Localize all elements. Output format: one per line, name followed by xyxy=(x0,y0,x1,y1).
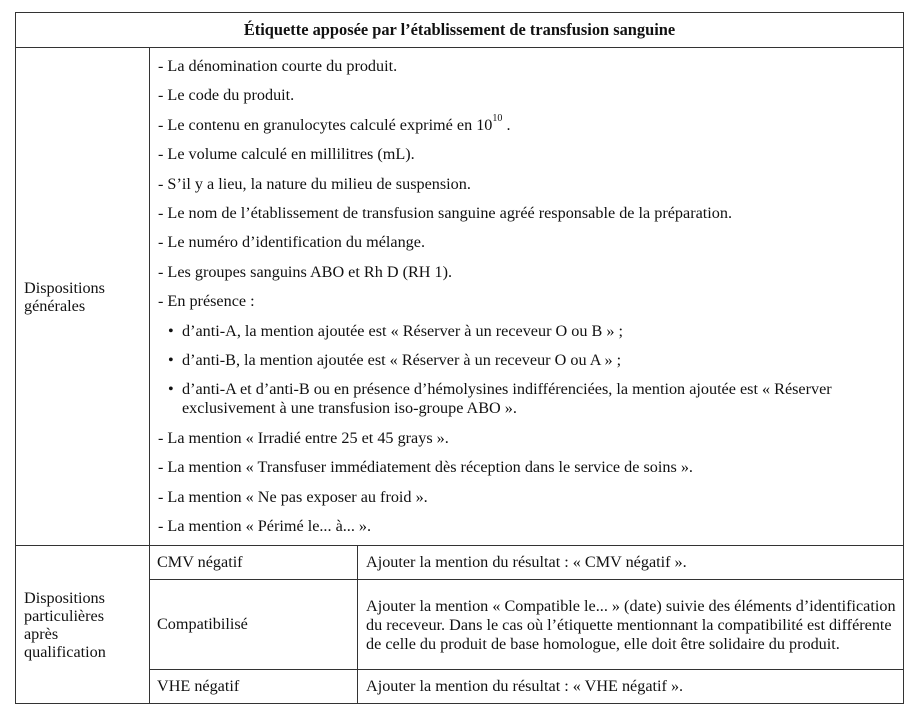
list-item: - Le numéro d’identification du mélange. xyxy=(158,233,425,252)
bullet-item: • d’anti-B, la mention ajoutée est « Réserver à un receveur O ou A » ; xyxy=(168,350,622,369)
list-item-granulocytes: - Le contenu en granulocytes calculé exprimé en $10^{10}$ . xyxy=(158,113,511,134)
bullet-icon: • xyxy=(168,380,174,399)
particular-label-line1: Dispositions xyxy=(24,588,105,607)
list-item: - La mention « Ne pas exposer au froid ». xyxy=(158,487,428,506)
list-item: - Le code du produit. xyxy=(158,86,295,105)
list-item: - S’il y a lieu, la nature du milieu de suspension. xyxy=(158,174,471,193)
bullet-icon: • xyxy=(168,350,174,369)
general-label-line2: générales xyxy=(24,296,86,315)
bullet-item: • d’anti-A et d’anti-B ou en présence d’hémolysines indifférenciées, la mention ajoutée est « Réserver exclusivement à une transfusion iso-groupe ABO ». xyxy=(168,380,832,418)
particular-label-line3: après xyxy=(24,624,59,643)
list-item: - Les groupes sanguins ABO et Rh D (RH 1). xyxy=(158,262,453,281)
list-item: - En présence : xyxy=(158,292,255,311)
list-item: - La mention « Périmé le... à... ». xyxy=(158,516,372,535)
qualification-text: Ajouter la mention du résultat : « VHE négatif ». xyxy=(358,670,904,704)
particular-label-line4: qualification xyxy=(24,642,106,661)
table-title: Étiquette apposée par l’établissement de transfusion sanguine xyxy=(16,13,904,48)
bullet-icon: • xyxy=(168,321,174,340)
qualification-text: Ajouter la mention « Compatible le... » (date) suivie des éléments d’identification du receveur. Dans le cas où l’étiquette mentionnant la compatibilité est différente de celle du produit de base homologue, elle doit être solidaire du produit. xyxy=(358,580,904,670)
qualification-name: Compatibilisé xyxy=(150,580,358,670)
qualification-name: VHE négatif xyxy=(150,670,358,704)
label-table xyxy=(15,12,904,704)
general-label-cell xyxy=(16,48,150,546)
general-items-cell xyxy=(150,48,904,546)
particular-label-line2: particulières xyxy=(24,606,104,625)
list-item: - Le nom de l’établissement de transfusion sanguine agréé responsable de la préparation. xyxy=(158,204,733,223)
bullet-item: • d’anti-A, la mention ajoutée est « Réserver à un receveur O ou B » ; xyxy=(168,321,623,340)
qualification-text: Ajouter la mention du résultat : « CMV négatif ». xyxy=(358,546,904,580)
list-item: - La dénomination courte du produit. xyxy=(158,57,398,76)
list-item: - La mention « Irradié entre 25 et 45 grays ». xyxy=(158,428,449,447)
general-label-line1: Dispositions xyxy=(24,278,105,297)
particular-label-cell xyxy=(16,546,150,704)
exponent: 10 xyxy=(492,113,503,125)
list-item: - La mention « Transfuser immédiatement dès réception dans le service de soins ». xyxy=(158,458,693,477)
qualification-name: CMV négatif xyxy=(150,546,358,580)
document xyxy=(15,12,903,704)
list-item: - Le volume calculé en millilitres (mL). xyxy=(158,145,415,164)
